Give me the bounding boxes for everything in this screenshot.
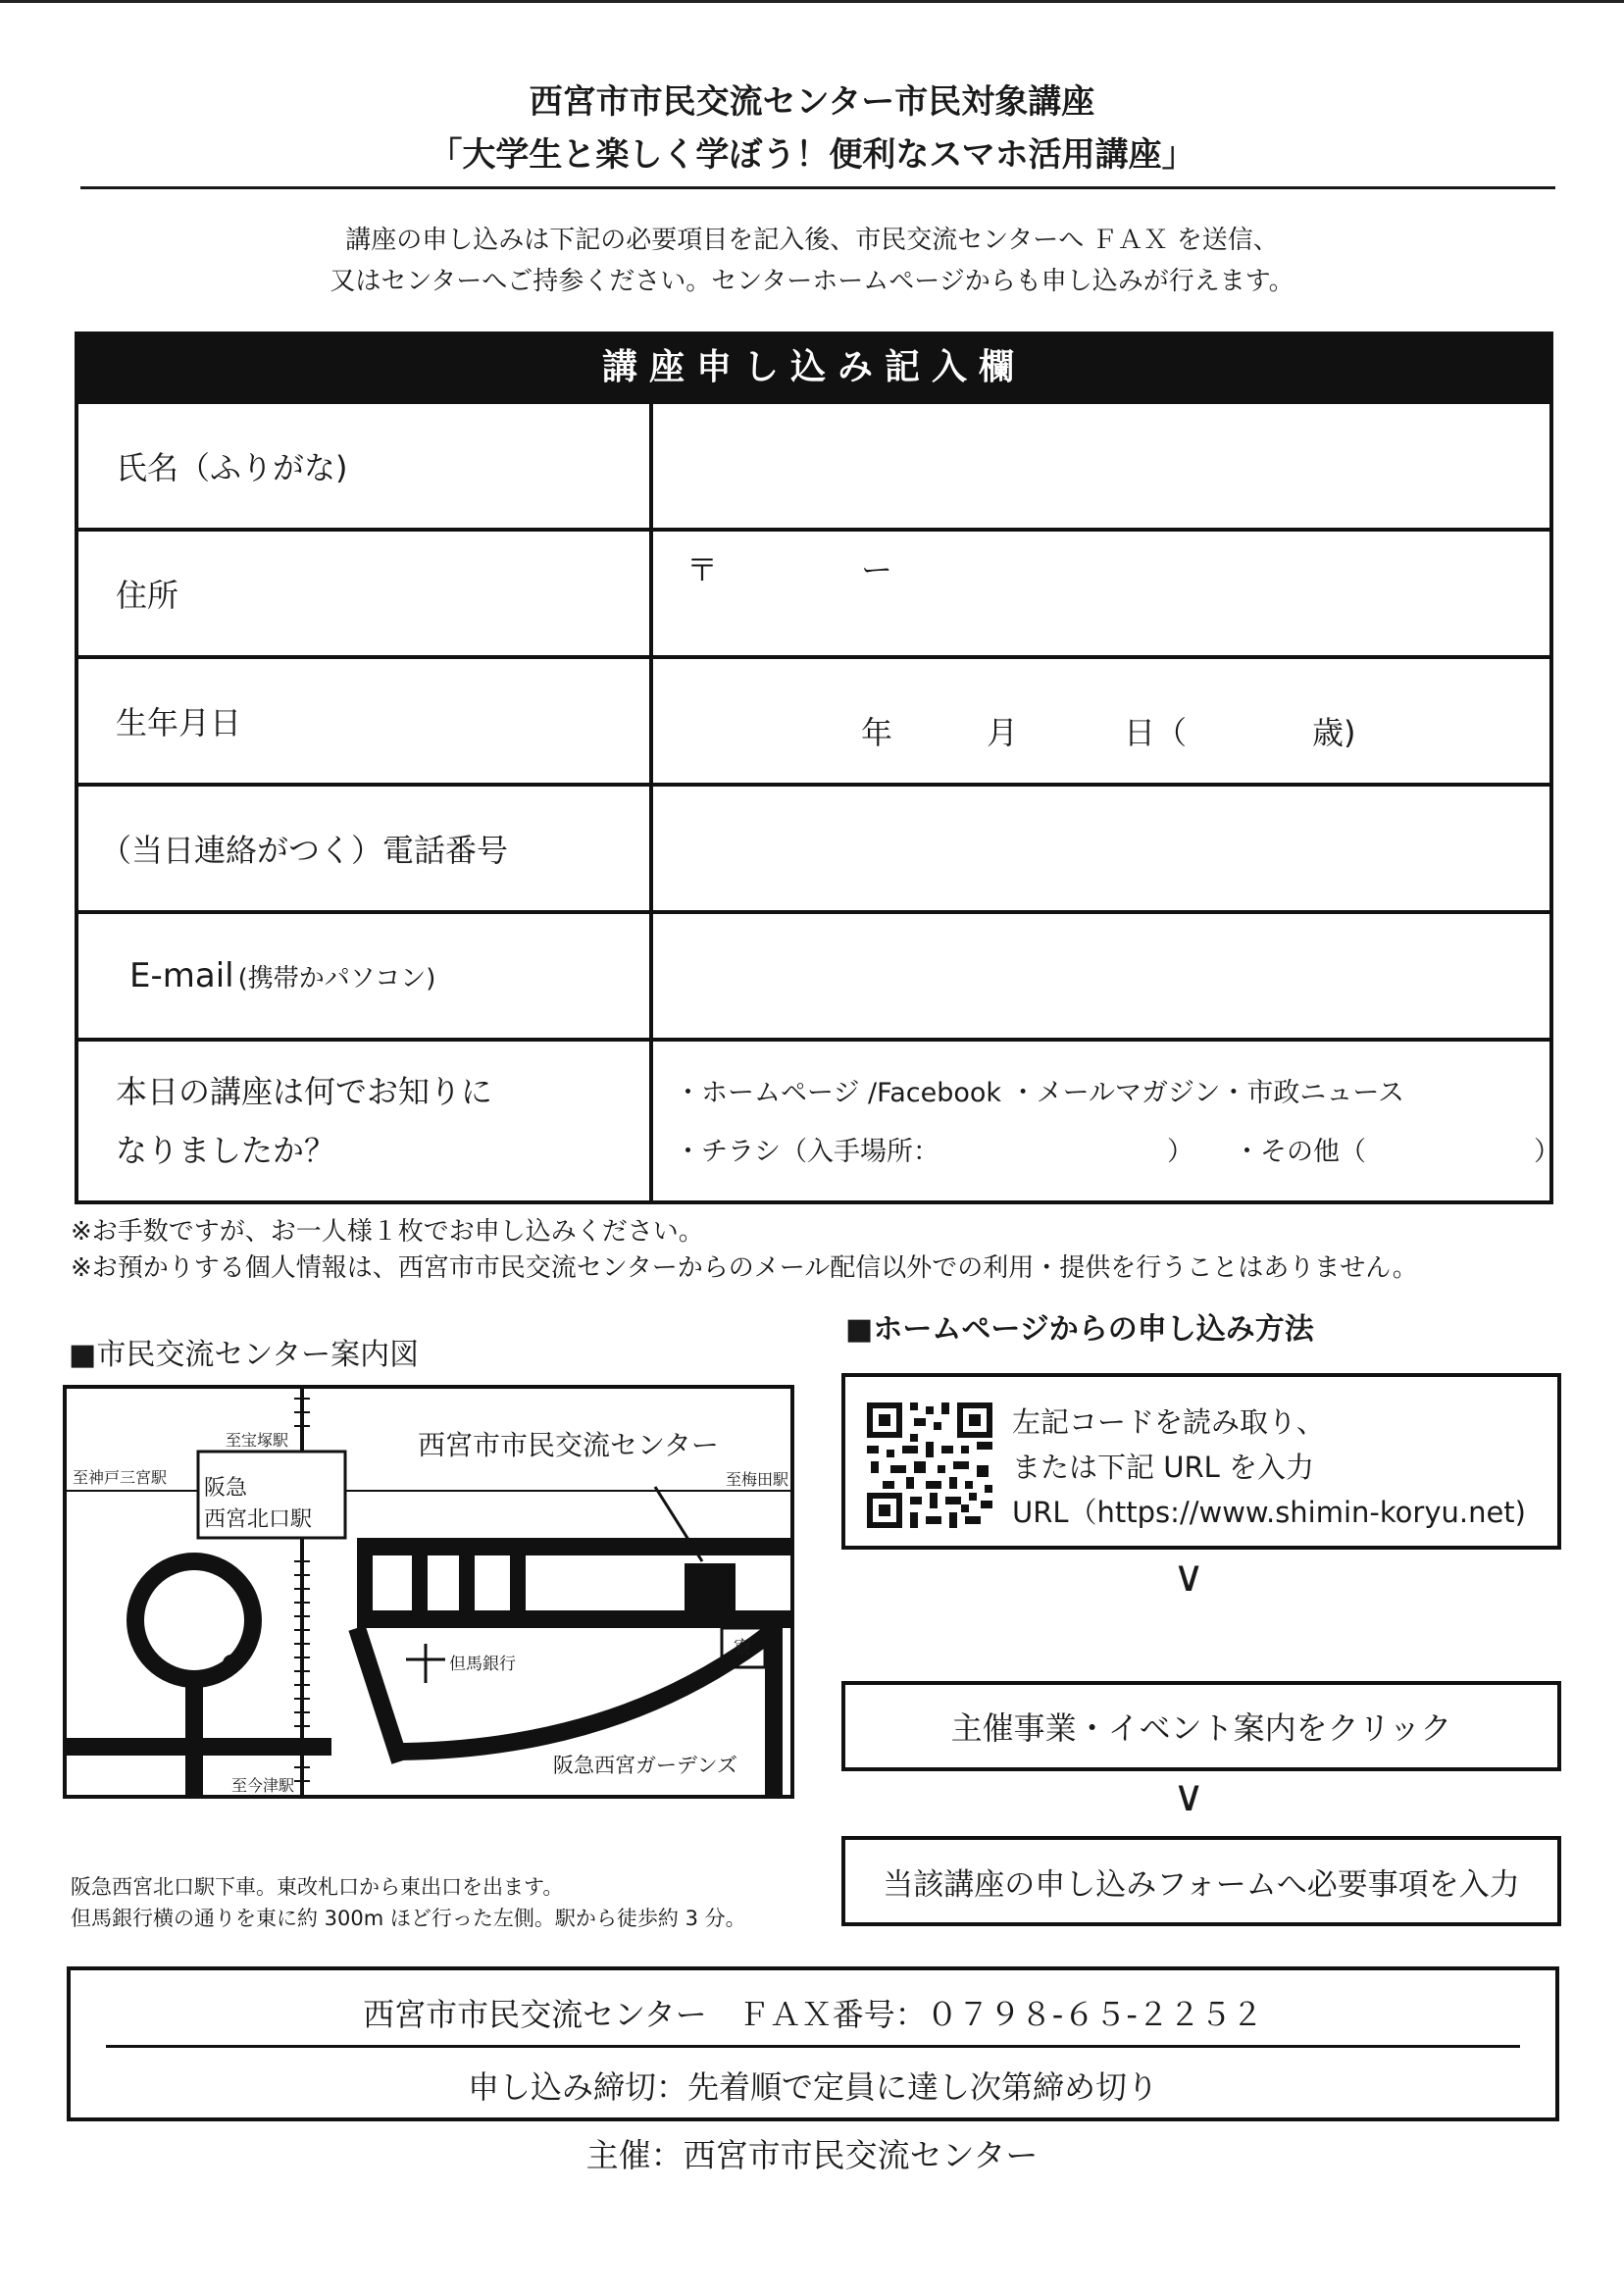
note-privacy: ※お預かりする個人情報は、西宮市市民交流センターからのメール配信以外での利用・提供を行うことはありません。 (71, 1253, 1418, 1283)
map-label-dorm: 寮 (734, 1638, 751, 1658)
form-row-source (78, 1038, 1560, 1200)
birth-year-label: 年 (861, 714, 893, 751)
map-label-center: 西宮市市民交流センター (418, 1429, 719, 1461)
qr-code-icon[interactable] (867, 1402, 992, 1528)
address-field[interactable] (653, 532, 1549, 655)
web-step-1-line-2: または下記 URL を入力 (1012, 1451, 1314, 1484)
birth-day-label: 日（ (1124, 714, 1188, 751)
page-title: 西宮市市民交流センター市民対象講座 (529, 82, 1095, 122)
postal-dash: ー (861, 551, 893, 588)
birth-age-label: 歳) (1312, 714, 1356, 751)
organizer: 主催：西宮市市民交流センター (585, 2136, 1039, 2174)
map-label-to-kobe: 至神戸三宮駅 (73, 1468, 168, 1487)
address-label: 住所 (78, 532, 653, 655)
deadline: 申し込み締切：先着順で定員に達し次第締め切り (467, 2068, 1158, 2106)
web-step-1 (841, 1373, 1561, 1550)
email-field[interactable] (653, 914, 1549, 1038)
map-directions-2: 但馬銀行横の通りを東に約 300m ほど行った左側。駅から徒歩約 3 分。 (71, 1907, 746, 1930)
web-step-2 (841, 1681, 1561, 1771)
form-row-birth (78, 655, 1549, 783)
map-label-station-1: 阪急 (204, 1476, 248, 1501)
footer-divider (106, 2045, 1520, 2048)
intro-line-1: 講座の申し込みは下記の必要項目を記入後、市民交流センターへ ＦＡＸ を送信、 (345, 226, 1279, 255)
fax-number: 西宮市市民交流センター ＦＡＸ番号：０７９８-６５-２２５２ (363, 1996, 1263, 2033)
name-field[interactable] (653, 404, 1549, 528)
map-label-gardens: 阪急西宮ガーデンズ (553, 1754, 737, 1777)
form-heading: 講座申し込み記入欄 (78, 335, 1549, 400)
title-divider (80, 186, 1555, 189)
application-form (75, 331, 1560, 1204)
map-section-title: ■市民交流センター案内図 (69, 1338, 420, 1372)
map-label-to-imazu: 至今津駅 (231, 1776, 295, 1795)
course-title: 「大学生と楽しく学ぼう！便利なスマホ活用講座」 (429, 135, 1195, 175)
note-one-per-person: ※お手数ですが、お一人様１枚でお申し込みください。 (71, 1217, 704, 1247)
phone-label: （当日連絡がつく）電話番号 (78, 787, 653, 910)
down-arrow-icon: ∨ (1173, 1552, 1205, 1602)
map-label-to-takarazuka: 至宝塚駅 (226, 1431, 289, 1450)
birth-month-label: 月 (987, 714, 1019, 751)
map-directions-1: 阪急西宮北口駅下車。東改札口から東出口を出ます。 (71, 1875, 564, 1899)
web-step-2-text: 主催事業・イベント案内をクリック (950, 1709, 1452, 1747)
web-step-1-url[interactable]: URL（https://www.shimin-koryu.net) (1012, 1496, 1526, 1529)
intro-line-2: 又はセンターへご持参ください。センターホームページからも申し込みが行えます。 (330, 267, 1294, 296)
map-label-station-2: 西宮北口駅 (204, 1507, 313, 1532)
web-step-1-line-1: 左記コードを読み取り、 (1012, 1405, 1326, 1439)
source-option-other: ・その他（ (1234, 1137, 1366, 1167)
map-label-bank: 但馬銀行 (449, 1655, 516, 1674)
birth-field[interactable] (653, 659, 1549, 783)
source-option-flyer-close: ） (1167, 1137, 1193, 1167)
source-option-other-close: ） (1534, 1137, 1560, 1167)
form-row-phone (78, 783, 1549, 910)
guide-map (63, 1385, 794, 1799)
form-row-address (78, 528, 1549, 655)
source-label: 本日の講座は何でお知りに なりましたか？ (78, 1042, 653, 1200)
web-step-3 (841, 1836, 1561, 1926)
web-step-3-text: 当該講座の申し込みフォームへ必要事項を入力 (883, 1866, 1520, 1903)
postal-mark: 〒 (686, 551, 719, 588)
page-top-border (0, 0, 1624, 3)
birth-label: 生年月日 (78, 659, 653, 783)
source-option-line-1: ・ホームページ /Facebook ・メールマガジン・市政ニュース (675, 1078, 1405, 1108)
source-options[interactable] (653, 1042, 1560, 1200)
name-label: 氏名（ふりがな) (78, 404, 653, 528)
form-row-email (78, 910, 1549, 1038)
email-label: E-mail (携帯かパソコン) (78, 914, 653, 1038)
phone-field[interactable] (653, 787, 1549, 910)
down-arrow-icon: ∨ (1173, 1771, 1205, 1821)
fax-deadline-box (67, 1966, 1559, 2121)
form-row-name (78, 400, 1549, 528)
source-option-flyer: ・チラシ（入手場所： (675, 1137, 939, 1167)
web-section-title: ■ホームページからの申し込み方法 (845, 1312, 1314, 1347)
map-label-to-umeda: 至梅田駅 (726, 1470, 789, 1489)
